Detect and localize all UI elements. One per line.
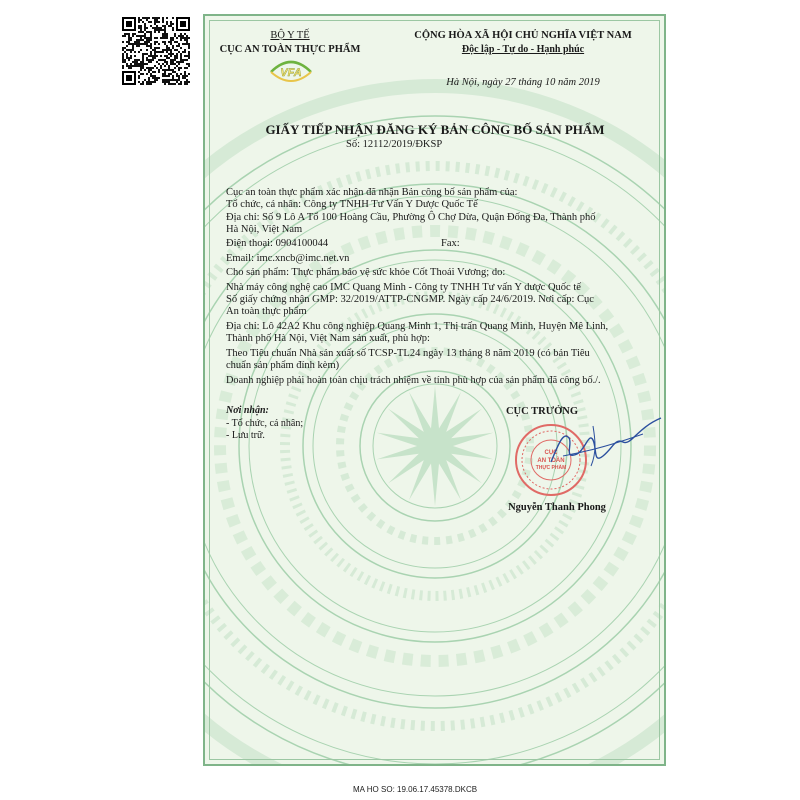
recipients-heading: Nơi nhận: (226, 405, 269, 416)
body-line-factory-address-2: Thành phố Hà Nội, Việt Nam sản xuất, phù hợp: (226, 333, 430, 344)
body-line-address-1: Địa chỉ: Số 9 Lô A Tổ 100 Hoàng Cầu, Phường Ô Chợ Dừa, Quận Đống Đa, Thành phố (226, 212, 596, 223)
body-line-address-2: Hà Nội, Việt Nam (226, 224, 303, 235)
seal-text-middle: AN TOÀN (537, 458, 565, 464)
body-line-gmp-2: An toàn thực phẩm (226, 306, 307, 317)
qr-code (122, 17, 190, 85)
body-line-product: Cho sản phẩm: Thực phẩm bảo vệ sức khỏe Cốt Thoái Vương; do: (226, 267, 506, 278)
handwritten-signature (533, 408, 668, 478)
signer-role: CỤC TRƯỞNG (505, 406, 579, 417)
vfa-logo (267, 56, 315, 86)
qr-code-graphic (122, 17, 190, 85)
vfa-logo-text: VFA (280, 67, 302, 79)
body-line-fax: Fax: (441, 238, 460, 249)
department-name: CỤC AN TOÀN THỰC PHẨM (219, 44, 361, 55)
country-name: CỘNG HÒA XÃ HỘI CHỦ NGHĨA VIỆT NAM (414, 30, 632, 41)
document-number: Số: 12112/2019/ĐKSP (346, 139, 443, 150)
dossier-code: MA HO SO: 19.06.17.45378.DKCB (353, 785, 478, 794)
national-motto: Độc lập - Tự do - Hạnh phúc (461, 44, 585, 55)
body-line-phone: Điện thoại: 0904100044 (226, 238, 329, 249)
body-line-email: Email: imc.xncb@imc.net.vn (226, 253, 350, 264)
seal-text-top: CỤC (544, 450, 558, 456)
recipient-item-organization: - Tổ chức, cá nhân; (226, 418, 304, 429)
body-line-maker: Nhà máy công nghệ cao IMC Quang Minh - Công ty TNHH Tư vấn Y dược Quốc tế (226, 282, 581, 293)
body-line-factory-address-1: Địa chỉ: Lô 42A2 Khu công nghiệp Quang Minh 1, Thị trấn Quang Minh, Huyện Mê Linh, (226, 321, 609, 332)
body-line-responsibility: Doanh nghiệp phải hoàn toàn chịu trách nhiệm về tính phù hợp của sản phẩm đã công bố./. (226, 375, 601, 386)
body-line-intro: Cục an toàn thực phẩm xác nhận đã nhận Bản công bố sản phẩm của: (226, 187, 518, 198)
seal-text-bottom: THỰC PHẨM (535, 465, 567, 471)
body-line-gmp-1: Số giấy chứng nhận GMP: 32/2019/ATTP-CNGMP. Ngày cấp 24/6/2019. Nơi cấp: Cục (226, 294, 594, 305)
signer-name: Nguyễn Thanh Phong (508, 502, 606, 513)
document-title: GIẤY TIẾP NHẬN ĐĂNG KÝ BẢN CÔNG BỐ SẢN PHẨM (265, 122, 605, 137)
body-line-standard-2: chuẩn sản phẩm đính kèm) (226, 360, 340, 371)
recipient-item-archive: - Lưu trữ. (226, 430, 265, 441)
issue-date: Hà Nội, ngày 27 tháng 10 năm 2019 (446, 77, 600, 88)
body-line-standard-1: Theo Tiêu chuẩn Nhà sản xuất số TCSP-TL24 ngày 13 tháng 8 năm 2019 (có bản Tiêu (226, 348, 590, 359)
body-line-organization: Tổ chức, cá nhân: Công ty TNHH Tư Vấn Y Dược Quốc Tế (226, 199, 478, 210)
ministry-name: BỘ Y TẾ (270, 30, 310, 41)
